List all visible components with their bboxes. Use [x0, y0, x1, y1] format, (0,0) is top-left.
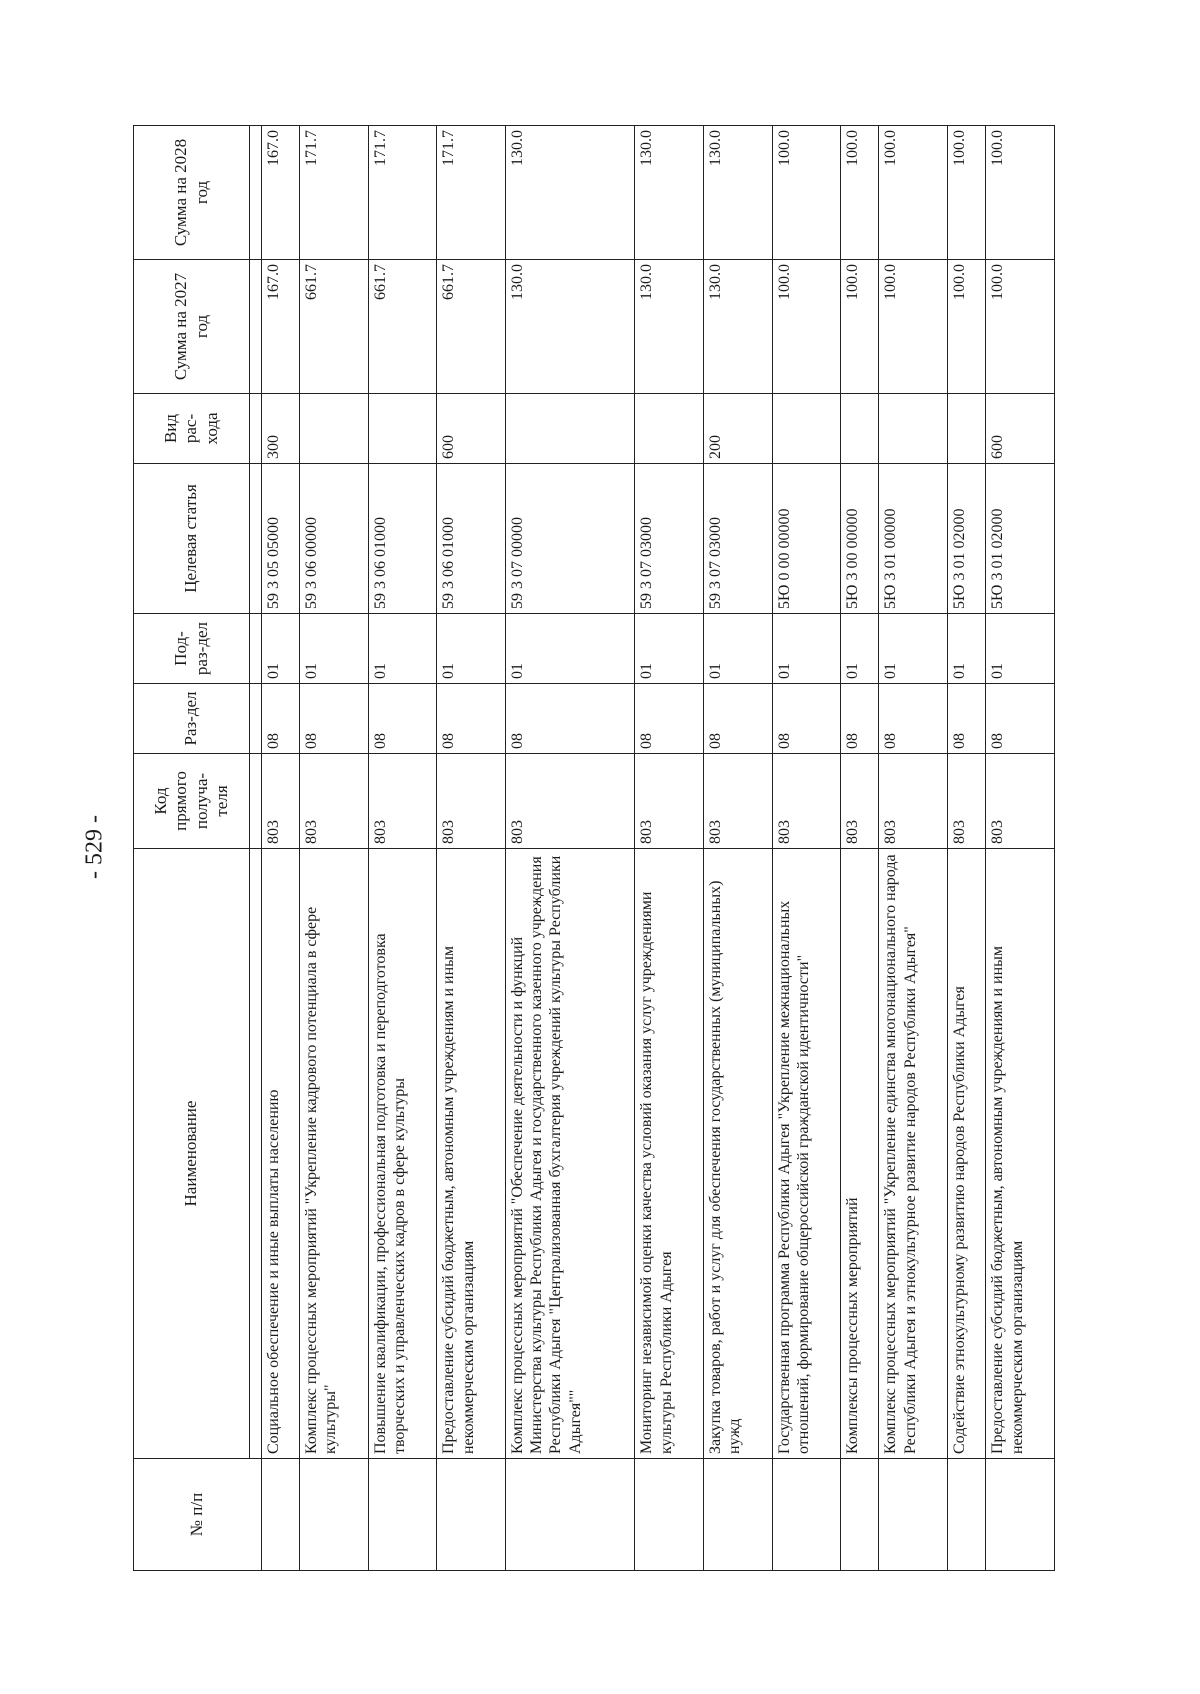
cell-name: Содействие этнокультурному развитию народов Республики Адыгея: [948, 849, 986, 1459]
cell-num: [300, 1459, 369, 1571]
header-subrow: [250, 126, 262, 1571]
cell-name: Закупка товаров, работ и услуг для обеспечения государственных (муниципальных) нужд: [704, 849, 773, 1459]
cell-expense-type: [300, 394, 369, 464]
cell-section: 08: [368, 684, 437, 754]
cell-target-article: 5Ю 0 00 00000: [772, 464, 841, 614]
cell-sum-2027: 100.0: [986, 260, 1055, 394]
cell-section: 08: [635, 684, 704, 754]
cell-name: Предоставление субсидий бюджетным, автономным учреждениям и иным некоммерческим организациям: [437, 849, 506, 1459]
cell-sum-2027: 100.0: [948, 260, 986, 394]
cell-section: 08: [704, 684, 773, 754]
cell-name: Комплексы процессных мероприятий: [841, 849, 879, 1459]
cell-section: 08: [986, 684, 1055, 754]
cell-target-article: 59 3 07 03000: [704, 464, 773, 614]
cell-subsection: 01: [368, 614, 437, 684]
cell-name: Предоставление субсидий бюджетным, автономным учреждениям и иным некоммерческим организациям: [986, 849, 1055, 1459]
cell-subsection: 01: [704, 614, 773, 684]
cell-sum-2027: 130.0: [506, 260, 635, 394]
cell-expense-type: 300: [262, 394, 300, 464]
table-body: [262, 126, 1055, 1571]
cell-sum-2028: 171.7: [368, 126, 437, 260]
header-subsection: Под-раз-дел: [134, 614, 250, 684]
cell-sum-2027: 661.7: [437, 260, 506, 394]
cell-target-article: 59 3 06 00000: [300, 464, 369, 614]
table-row: [948, 126, 986, 1571]
cell-subsection: 01: [841, 614, 879, 684]
cell-sum-2027: 130.0: [635, 260, 704, 394]
header-section: Раз-дел: [134, 684, 250, 754]
cell-sum-2028: 100.0: [986, 126, 1055, 260]
cell-name: Комплекс процессных мероприятий "Укрепление кадрового потенциала в сфере культуры": [300, 849, 369, 1459]
cell-sum-2027: 100.0: [841, 260, 879, 394]
cell-name: Государственная программа Республики Адыгея "Укрепление межнациональных отношений, формирование общероссийской гражданской идентичности": [772, 849, 841, 1459]
cell-sum-2027: 100.0: [879, 260, 948, 394]
cell-num: [772, 1459, 841, 1571]
cell-subsection: 01: [635, 614, 704, 684]
cell-subsection: 01: [506, 614, 635, 684]
cell-expense-type: 200: [704, 394, 773, 464]
cell-receiver-code: 803: [262, 754, 300, 849]
cell-expense-type: [635, 394, 704, 464]
cell-section: 08: [948, 684, 986, 754]
cell-section: 08: [841, 684, 879, 754]
budget-table: [133, 125, 1055, 1571]
header-receiver-code: Код прямого получа-теля: [134, 754, 250, 849]
cell-subsection: 01: [772, 614, 841, 684]
cell-sum-2028: 100.0: [879, 126, 948, 260]
cell-subsection: 01: [437, 614, 506, 684]
table-row: [704, 126, 773, 1571]
cell-sum-2028: 100.0: [948, 126, 986, 260]
cell-sum-2028: 171.7: [300, 126, 369, 260]
page-number: - 529 -: [81, 815, 108, 879]
cell-num: [506, 1459, 635, 1571]
cell-expense-type: [772, 394, 841, 464]
cell-name: Комплекс процессных мероприятий "Укрепление единства многонационального народа Республики Адыгея и этнокультурное развитие народов Республики Адыгея": [879, 849, 948, 1459]
header-sum-2027: Сумма на 2027 год: [134, 260, 250, 394]
cell-receiver-code: 803: [948, 754, 986, 849]
cell-sum-2028: 167.0: [262, 126, 300, 260]
table-row: [368, 126, 437, 1571]
cell-section: 08: [506, 684, 635, 754]
cell-receiver-code: 803: [704, 754, 773, 849]
cell-receiver-code: 803: [368, 754, 437, 849]
cell-sum-2028: 100.0: [772, 126, 841, 260]
cell-sum-2028: 130.0: [704, 126, 773, 260]
cell-sum-2027: 661.7: [300, 260, 369, 394]
cell-num: [841, 1459, 879, 1571]
header-target-article: Целевая статья: [134, 464, 250, 614]
cell-expense-type: [368, 394, 437, 464]
table-row: [437, 126, 506, 1571]
cell-receiver-code: 803: [635, 754, 704, 849]
cell-sum-2028: 100.0: [841, 126, 879, 260]
rotated-table-container: [133, 126, 1055, 1571]
cell-receiver-code: 803: [772, 754, 841, 849]
table-row: [300, 126, 369, 1571]
cell-num: [879, 1459, 948, 1571]
cell-sum-2027: 167.0: [262, 260, 300, 394]
cell-target-article: 59 3 06 01000: [437, 464, 506, 614]
cell-target-article: 5Ю 3 01 02000: [948, 464, 986, 614]
cell-num: [704, 1459, 773, 1571]
cell-section: 08: [300, 684, 369, 754]
cell-expense-type: 600: [986, 394, 1055, 464]
cell-receiver-code: 803: [506, 754, 635, 849]
cell-num: [262, 1459, 300, 1571]
cell-name: Социальное обеспечение и иные выплаты населению: [262, 849, 300, 1459]
cell-receiver-code: 803: [841, 754, 879, 849]
cell-sum-2027: 661.7: [368, 260, 437, 394]
cell-num: [948, 1459, 986, 1571]
cell-target-article: 5Ю 3 00 00000: [841, 464, 879, 614]
cell-expense-type: [948, 394, 986, 464]
table-row: [772, 126, 841, 1571]
cell-sum-2028: 130.0: [635, 126, 704, 260]
header-num: № п/п: [134, 1459, 262, 1571]
cell-subsection: 01: [879, 614, 948, 684]
cell-receiver-code: 803: [300, 754, 369, 849]
header-row: [134, 126, 250, 1571]
cell-num: [368, 1459, 437, 1571]
cell-num: [635, 1459, 704, 1571]
cell-section: 08: [437, 684, 506, 754]
cell-expense-type: [879, 394, 948, 464]
cell-name: Комплекс процессных мероприятий "Обеспечение деятельности и функций Министерства культуры Республики Адыгея и государственного казенного учреждения Республики Адыгея "Централизованная бухгалтерия учреждений культуры Республики Адыгея"": [506, 849, 635, 1459]
cell-receiver-code: 803: [437, 754, 506, 849]
cell-name: Мониторинг независимой оценки качества условий оказания услуг учреждениями культуры Республики Адыгея: [635, 849, 704, 1459]
table-row: [841, 126, 879, 1571]
cell-subsection: 01: [262, 614, 300, 684]
cell-sum-2028: 171.7: [437, 126, 506, 260]
cell-target-article: 59 3 07 00000: [506, 464, 635, 614]
cell-subsection: 01: [300, 614, 369, 684]
cell-sum-2028: 130.0: [506, 126, 635, 260]
table-row: [879, 126, 948, 1571]
cell-target-article: 59 3 07 03000: [635, 464, 704, 614]
table-row: [262, 126, 300, 1571]
cell-target-article: 5Ю 3 01 02000: [986, 464, 1055, 614]
cell-expense-type: [841, 394, 879, 464]
cell-section: 08: [772, 684, 841, 754]
cell-receiver-code: 803: [986, 754, 1055, 849]
cell-target-article: 59 3 06 01000: [368, 464, 437, 614]
cell-subsection: 01: [986, 614, 1055, 684]
cell-section: 08: [262, 684, 300, 754]
cell-section: 08: [879, 684, 948, 754]
header-sum-2028: Сумма на 2028 год: [134, 126, 250, 260]
cell-name: Повышение квалификации, профессиональная подготовка и переподготовка творческих и управленческих кадров в сфере культуры: [368, 849, 437, 1459]
cell-receiver-code: 803: [879, 754, 948, 849]
cell-subsection: 01: [948, 614, 986, 684]
cell-expense-type: 600: [437, 394, 506, 464]
cell-num: [437, 1459, 506, 1571]
cell-sum-2027: 130.0: [704, 260, 773, 394]
cell-expense-type: [506, 394, 635, 464]
cell-target-article: 59 3 05 05000: [262, 464, 300, 614]
cell-sum-2027: 100.0: [772, 260, 841, 394]
table-row: [506, 126, 635, 1571]
table-row: [986, 126, 1055, 1571]
cell-target-article: 5Ю 3 01 00000: [879, 464, 948, 614]
header-expense-type: Вид рас-хода: [134, 394, 250, 464]
cell-num: [986, 1459, 1055, 1571]
table-row: [635, 126, 704, 1571]
header-name: Наименование: [134, 849, 250, 1459]
